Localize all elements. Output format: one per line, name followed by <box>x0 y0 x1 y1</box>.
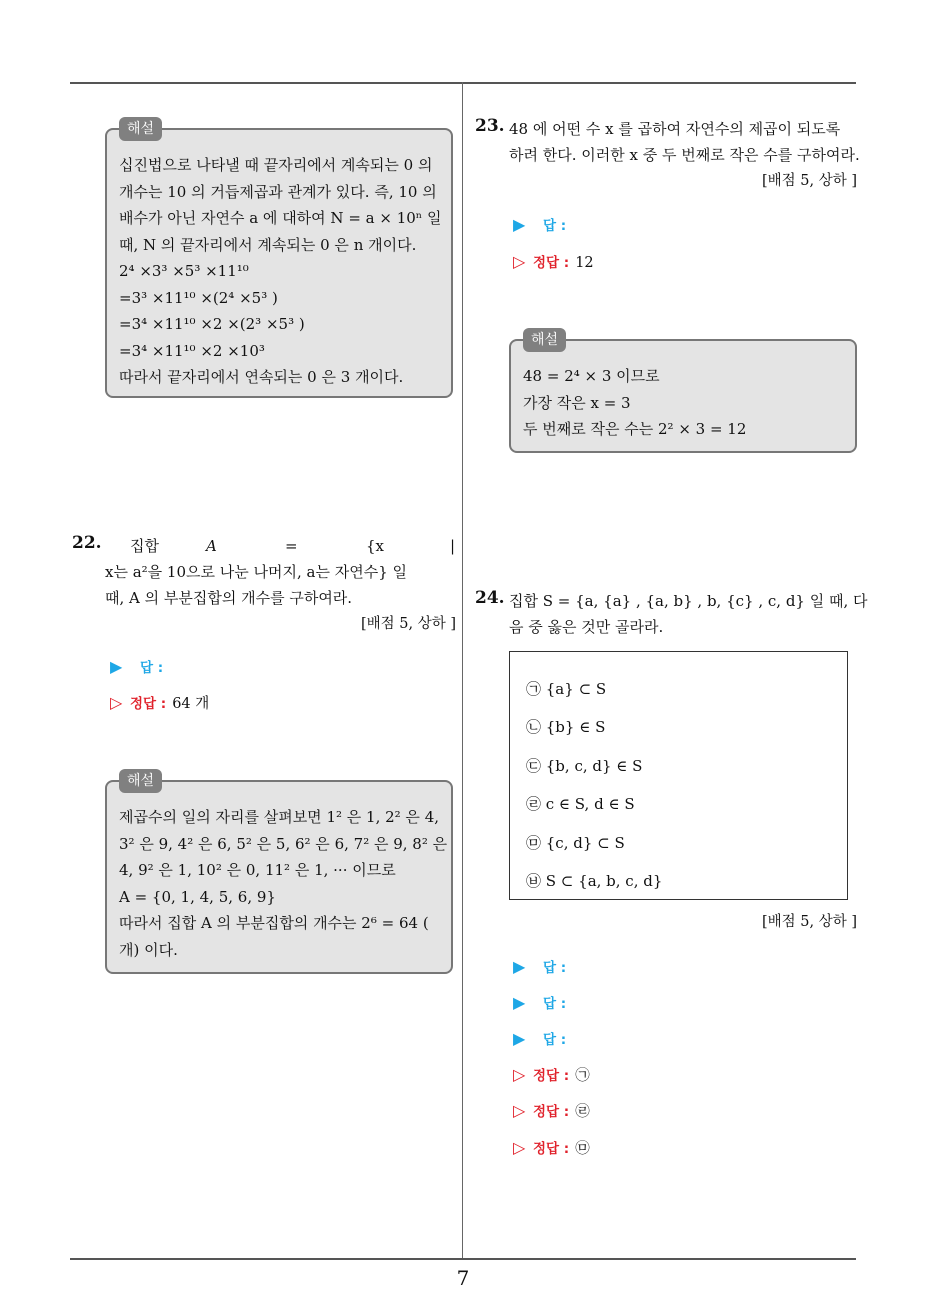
q23-answer-row[interactable] <box>513 214 566 237</box>
q23-solution-box <box>509 332 857 453</box>
choice-6: ㉥ S ⊂ {a, b, c, d} <box>526 872 663 890</box>
q24-question-line-1: 집합 S = {a, {a} , {a, b} , b, {c} , c, d} 일 때, 다 <box>509 592 868 610</box>
filled-triangle-icon: ▶ <box>110 657 123 676</box>
page-number: 7 <box>456 1266 470 1290</box>
q21-sol-line-8: =3⁴ ×11¹⁰ ×2 ×10³ <box>119 341 265 360</box>
q24-number: 24. <box>475 588 505 608</box>
q23-sol-line-3: 두 번째로 작은 수는 2² × 3 = 12 <box>523 420 747 438</box>
correct-label: 정답 : <box>130 696 167 712</box>
q21-sol-line-5: 2⁴ ×3³ ×5³ ×11¹⁰ <box>119 262 249 280</box>
q23-sol-line-1: 48 = 2⁴ × 3 이므로 <box>523 367 660 385</box>
q22-sol-line-5: 따라서 집합 A 의 부분집합의 개수는 2⁶ = 64 ( <box>119 914 429 932</box>
q24-correct-value-2: ㉣ <box>575 1104 590 1120</box>
solution-tag: 해설 <box>119 117 162 141</box>
q23-score: [배점 5, 상하 ] <box>761 173 857 189</box>
q24-answer-row-2[interactable] <box>513 992 566 1015</box>
column-divider <box>462 82 463 1258</box>
q23-question-line-1: 48 에 어떤 수 x 를 곱하여 자연수의 제곱이 되도록 <box>509 120 841 138</box>
q21-sol-line-1: 십진법으로 나타낼 때 끝자리에서 계속되는 0 의 <box>119 156 433 174</box>
q22-sol-line-1: 제곱수의 일의 자리를 살펴보면 1² 은 1, 2² 은 4, <box>119 808 440 826</box>
q23-question-line-2: 하려 한다. 이러한 x 중 두 번째로 작은 수를 구하여라. <box>509 146 860 164</box>
choice-2: ㉡ {b} ∈ S <box>526 718 606 736</box>
answer-label: 답 : <box>543 1032 567 1048</box>
answer-label: 답 : <box>543 960 567 976</box>
q22-word-3: = <box>285 537 298 555</box>
filled-triangle-icon: ▶ <box>513 215 526 234</box>
correct-label: 정답 : <box>533 1141 570 1157</box>
q21-sol-line-4: 때, N 의 끝자리에서 계속되는 0 은 n 개이다. <box>119 235 417 254</box>
q22-sol-line-4: A = {0, 1, 4, 5, 6, 9} <box>119 887 276 906</box>
outline-triangle-icon: ▷ <box>513 1138 526 1157</box>
q24-score: [배점 5, 상하 ] <box>761 914 857 930</box>
q22-sol-line-3: 4, 9² 은 1, 10² 은 0, 11² 은 1, ··· 이므로 <box>119 861 396 879</box>
q21-sol-line-3: 배수가 아닌 자연수 a 에 대하여 N = a × 10ⁿ 일 <box>119 209 442 227</box>
q21-sol-line-6: =3³ ×11¹⁰ ×(2⁴ ×5³ ) <box>119 288 278 307</box>
correct-label: 정답 : <box>533 1068 570 1084</box>
q24-question-line-2: 음 중 옳은 것만 골라라. <box>509 618 664 636</box>
choice-5: ㉤ {c, d} ⊂ S <box>526 834 625 852</box>
q21-solution-box <box>105 121 453 398</box>
q22-solution-box <box>105 773 453 974</box>
answer-label: 답 : <box>543 218 567 234</box>
q22-sol-line-2: 3² 은 9, 4² 은 6, 5² 은 5, 6² 은 6, 7² 은 9, 8² 은 <box>119 834 448 853</box>
q22-score: [배점 5, 상하 ] <box>360 616 456 632</box>
bottom-rule <box>70 1258 856 1260</box>
q24-correct-value-1: ㉠ <box>575 1068 590 1084</box>
q24-answer-row-1[interactable] <box>513 956 566 979</box>
choice-4: ㉣ c ∈ S, d ∈ S <box>526 795 635 813</box>
q22-word-1: 집합 <box>130 537 159 555</box>
q24-correct-row-1 <box>513 1064 590 1087</box>
choice-1: ㉠ {a} ⊂ S <box>526 680 607 698</box>
q24-choices-box <box>509 651 848 900</box>
outline-triangle-icon: ▷ <box>513 252 526 271</box>
answer-label: 답 : <box>543 996 567 1012</box>
q22-question-line-3: 때, A 의 부분집합의 개수를 구하여라. <box>105 589 353 607</box>
top-rule <box>70 82 856 84</box>
q24-correct-value-3: ㉤ <box>575 1141 590 1157</box>
q22-question-line-1 <box>130 533 456 559</box>
q24-correct-row-2 <box>513 1100 590 1123</box>
q23-sol-line-2: 가장 작은 x = 3 <box>523 393 631 412</box>
q22-answer-row[interactable] <box>110 656 163 679</box>
solution-tag: 해설 <box>523 328 566 352</box>
q22-number: 22. <box>72 533 102 553</box>
q21-sol-line-2: 개수는 10 의 거듭제곱과 관계가 있다. 즉, 10 의 <box>119 182 437 201</box>
q22-word-2: A <box>206 537 217 555</box>
filled-triangle-icon: ▶ <box>513 1029 526 1048</box>
outline-triangle-icon: ▷ <box>110 693 123 712</box>
q24-answer-row-3[interactable] <box>513 1028 566 1051</box>
q21-sol-line-7: =3⁴ ×11¹⁰ ×2 ×(2³ ×5³ ) <box>119 315 305 333</box>
q21-sol-line-9: 따라서 끝자리에서 연속되는 0 은 3 개이다. <box>119 368 404 386</box>
q23-correct-value: 12 <box>575 255 594 271</box>
choice-3: ㉢ {b, c, d} ∈ S <box>526 757 643 775</box>
q22-question-line-2: x는 a²을 10으로 나눈 나머지, a는 자연수} 일 <box>105 563 407 581</box>
correct-label: 정답 : <box>533 1104 570 1120</box>
q22-correct-row <box>110 692 209 715</box>
q22-word-4: {x <box>366 537 385 555</box>
q22-sol-line-6: 개) 이다. <box>119 940 178 959</box>
q24-correct-row-3 <box>513 1137 590 1160</box>
q22-word-5: | <box>450 537 456 555</box>
solution-tag: 해설 <box>119 769 162 793</box>
q22-correct-value: 64 개 <box>172 696 210 712</box>
correct-label: 정답 : <box>533 255 570 271</box>
outline-triangle-icon: ▷ <box>513 1065 526 1084</box>
q23-number: 23. <box>475 116 505 136</box>
answer-label: 답 : <box>140 660 164 676</box>
q23-correct-row <box>513 251 594 274</box>
filled-triangle-icon: ▶ <box>513 957 526 976</box>
filled-triangle-icon: ▶ <box>513 993 526 1012</box>
outline-triangle-icon: ▷ <box>513 1101 526 1120</box>
